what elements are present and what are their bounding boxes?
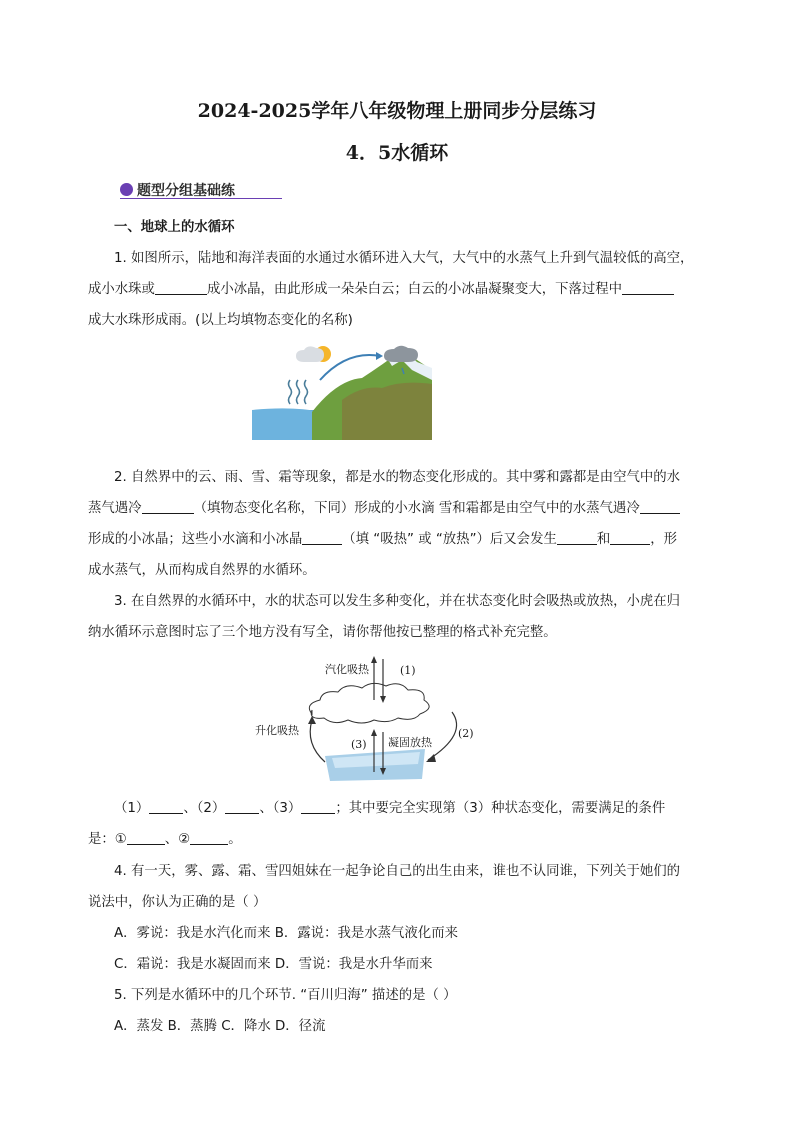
q5-line1: 5. 下列是水循环中的几个环节. “百川归海” 描述的是（ ） bbox=[114, 988, 457, 1003]
question-1-block bbox=[88, 212, 708, 336]
answer-blank[interactable] bbox=[190, 830, 228, 845]
q1-line1: 1. 如图所示，陆地和海洋表面的水通过水循环进入大气，大气中的水蒸气上升到气温较低的高空， bbox=[114, 251, 694, 266]
section-label: 题型分组基础练 bbox=[137, 183, 235, 199]
document-title: 2024-2025学年八年级物理上册同步分层练习 bbox=[197, 100, 597, 122]
section-heading bbox=[120, 180, 235, 200]
question-3-answers bbox=[88, 793, 708, 855]
q3-answer-line1: （1） 、（2） 、（3） ；其中要完全实现第（3）种状态变化，需要满足的条件 bbox=[114, 801, 666, 816]
question-2-block bbox=[88, 462, 708, 586]
water-cycle-illustration bbox=[252, 340, 432, 440]
answer-blank[interactable] bbox=[557, 530, 597, 545]
answer-blank[interactable] bbox=[622, 280, 674, 295]
answer-blank[interactable] bbox=[142, 499, 194, 514]
q1-line3: 成大水珠形成雨。(以上均填物态变化的名称) bbox=[88, 313, 353, 328]
answer-blank[interactable] bbox=[610, 530, 650, 545]
answer-blank[interactable] bbox=[127, 830, 165, 845]
cloud-icon bbox=[384, 346, 418, 362]
q2-line1: 2. 自然界中的云、雨、雪、霜等现象，都是水的物态变化形成的。其中雾和露都是由空气中的水 bbox=[114, 470, 681, 485]
q4-options-ab: A．雾说：我是水汽化而来 B．露说：我是水蒸气液化而来 bbox=[114, 926, 458, 941]
section-underline bbox=[120, 198, 282, 199]
label-freeze: 凝固放热 bbox=[388, 736, 432, 749]
label-sublimate: 升化吸热 bbox=[255, 724, 299, 737]
q2-line4: 成水蒸气，从而构成自然界的水循环。 bbox=[88, 563, 316, 578]
q4-line1: 4. 有一天，雾、露、霜、雪四姐妹在一起争论自己的出生由来，谁也不认同谁，下列关于她们的 bbox=[114, 864, 681, 879]
answer-blank[interactable] bbox=[225, 799, 259, 814]
q3-answer-line2: 是：① 、② 。 bbox=[88, 832, 242, 847]
label-vaporize: 汽化吸热 bbox=[325, 663, 369, 676]
lesson-title: 4．5水循环 bbox=[345, 142, 449, 164]
marker-2: (2) bbox=[458, 727, 474, 740]
q4-line2: 说法中，你认为正确的是（ ） bbox=[88, 895, 267, 910]
q3-line1: 3. 在自然界的水循环中，水的状态可以发生多种变化，并在状态变化时会吸热或放热，小虎在归 bbox=[114, 594, 681, 609]
answer-blank[interactable] bbox=[302, 530, 342, 545]
question-3-block bbox=[88, 586, 708, 648]
answer-blank[interactable] bbox=[149, 799, 183, 814]
phase-change-diagram bbox=[250, 654, 490, 782]
answer-blank[interactable] bbox=[301, 799, 335, 814]
q5-options: A．蒸发 B．蒸腾 C．降水 D．径流 bbox=[114, 1019, 326, 1034]
marker-1: (1) bbox=[400, 664, 416, 677]
q3-line2: 纳水循环示意图时忘了三个地方没有写全，请你帮他按已整理的格式补充完整。 bbox=[88, 625, 557, 640]
q4-options-cd: C．霜说：我是水凝固而来 D．雪说：我是水升华而来 bbox=[114, 957, 433, 972]
marker-3: (3) bbox=[351, 738, 367, 751]
q2-line2: 蒸气遇冷 （填物态变化名称，下同）形成的小水滴 雪和霜都是由空气中的水蒸气遇冷 bbox=[88, 493, 708, 524]
bullet-dot-icon bbox=[120, 183, 133, 196]
answer-blank[interactable] bbox=[640, 499, 680, 514]
part-heading: 一、地球上的水循环 bbox=[114, 220, 235, 235]
q2-line3: 形成的小冰晶；这些小水滴和小冰晶 （填 “吸热” 或 “放热”）后又会发生 和 ，形 bbox=[88, 532, 678, 547]
q1-line2: 成小水珠或 成小冰晶，由此形成一朵朵白云；白云的小冰晶凝聚变大，下落过程中 bbox=[88, 274, 708, 305]
question-4-5-block bbox=[88, 856, 708, 1042]
answer-blank[interactable] bbox=[155, 280, 207, 295]
